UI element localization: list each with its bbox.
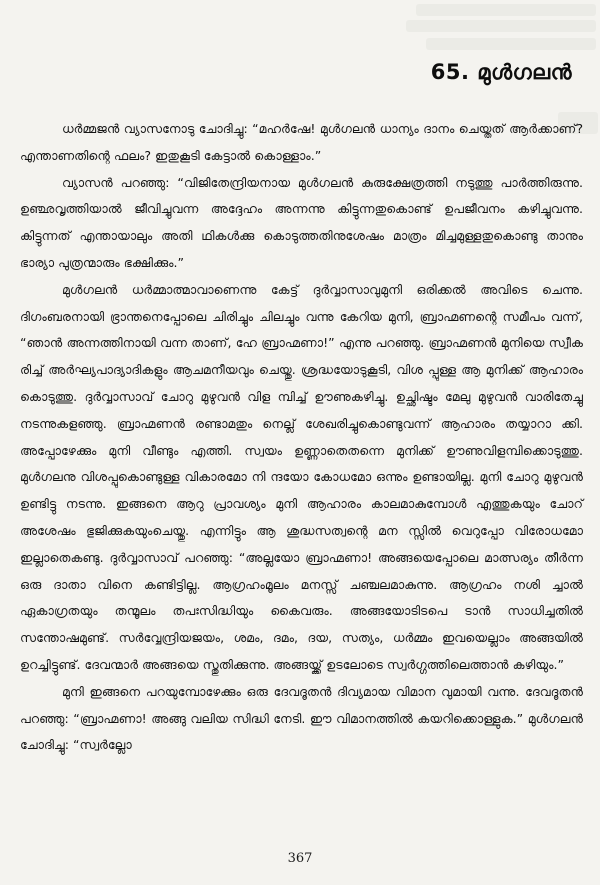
- paragraph-3: മുൾഗലൻ ധർമ്മാത്മാവാണെന്നു കേട്ട് ദുർവ്വാസാവുമുനി ഒരിക്കൽ അവിടെ ചെന്നു. ദിഗംബരനായി ഭ്രാന്തനെപ്പോലെ ചിരിച്ചും ചിലച്ചും വന്നു കേറിയ മുനി, ബ്രാഹ്മണന്റെ സമീപം വന്ന്, “ഞാൻ അന്നത്തിനായി വന്ന താണ്, ഹേ ബ്രാഹ്മണാ!” എന്നു പറഞ്ഞു. ബ്രാഹ്മണൻ മുനിയെ സ്വീക രിച്ച് അർഘ്യപാദ്യാദികളും ആചമനീയവും ചെയ്തു. ശ്രദ്ധയോടുകൂടി, വിശ പ്പുള്ള ആ മുനിക്ക് ആഹാരം കൊടുത്തു. ദുർവ്വാസാവ് ചോറു മുഴുവൻ വിള മ്പിച്ച് ഊണുകഴിച്ചു. ഉച്ഛിഷ്ടം മേലു മുഴുവൻ വാരിതേച്ചു നടന്നുകളഞ്ഞു. ബ്രാഹ്മണൻ രണ്ടാമതും നെല്ല് ശേഖരിച്ചുകൊണ്ടുവന്ന് ആഹാരം തയ്യാറാ ക്കി. അപ്പോഴേക്കും മുനി വീണ്ടും എത്തി. സ്വയം ഉണ്ണാതെതന്നെ മുനിക്ക് ഊണുവിളമ്പിക്കൊടുത്തു. മുൾഗലനു വിശപ്പുകൊണ്ടുള്ള വികാരമോ നി ന്ദയോ കോധമോ ഒന്നും ഉണ്ടായില്ല. മുനി ചോറു മുഴുവൻ ഉണ്ടിട്ടു നടന്നു. ഇങ്ങനെ ആറു പ്രാവശ്യം മുനി ആഹാരം കാലമാകുമ്പോൾ എത്തുകയും ചോറ് അശേഷം ഭുജിക്കുകയുംചെയ്തു. എന്നിട്ടും ആ ശുദ്ധസത്വന്റെ മന സ്സിൽ വെറുപ്പോ വിരോധമോ ഇല്ലാതെകണ്ടു. ദുർവ്വാസാവ് പറഞ്ഞു: “അല്ലയോ ബ്രാഹ്മണാ! അങ്ങയെപ്പോലെ മാത്സര്യം തീർന്ന ഒരു ദാതാ വിനെ കണ്ടിട്ടില്ല. ആഗ്രഹംമൂലം മനസ്സ് ചഞ്ചലമാകുന്നു. ആഗ്രഹം നശി ച്ചാൽ ഏകാഗ്രതയും തന്മൂലം തപഃസിദ്ധിയും കൈവരും. അങ്ങയോടിടപെ ടാൻ സാധിച്ചതിൽ സന്തോഷമുണ്ട്. സർവ്വേന്ദ്രിയജയം, ശമം, ദമം, ദയ, സത്യം, ധർമ്മം ഇവയെല്ലാം അങ്ങയിൽ ഉറച്ചിട്ടുണ്ട്. ദേവന്മാർ അങ്ങയെ സ്തുതിക്കുന്നു. അങ്ങയ്ക്ക് ഉടലോടെ സ്വർഗ്ഗത്തിലെത്താൻ കഴിയും.”: [20, 281, 583, 672]
- chapter-body: [20, 116, 583, 759]
- bleed-through-shadow: [416, 4, 596, 16]
- paragraph-1: ധർമ്മജൻ വ്യാസനോടു ചോദിച്ചു: “മഹർഷേ! മുൾഗലൻ ധാന്യം ദാനം ചെയ്തത് ആർക്കാണ്? എന്താണതിന്റെ ഫലം? ഇതുകൂടി കേട്ടാൽ കൊള്ളാം.”: [20, 121, 583, 163]
- bleed-through-shadow: [426, 38, 596, 50]
- chapter-title: 65. മുൾഗലൻ: [430, 60, 572, 84]
- paragraph-2: വ്യാസൻ പറഞ്ഞു: “വിജിതേന്ദ്രിയനായ മുൾഗലൻ കുരുക്ഷേത്രത്തി നടുത്തു പാർത്തിരുന്നു. ഉഞ്ഛവൃത്തിയാൽ ജീവിച്ചുവന്ന അദ്ദേഹം അന്നന്നു കിട്ടുന്നതുകൊണ്ട് ഉപജീവനം കഴിച്ചുവന്നു. കിട്ടുന്നത് എന്തായാലും അതി ഥികൾക്കു കൊടുത്തതിനുശേഷം മാത്രം മിച്ചമുള്ളതുകൊണ്ടു താനും ഭാര്യാ പുത്രന്മാരും ഭക്ഷിക്കും.”: [20, 174, 583, 270]
- page-number: 367: [287, 851, 313, 866]
- paragraph-4: മുനി ഇങ്ങനെ പറയുമ്പോഴേക്കും ഒരു ദേവദൂതൻ ദിവ്യമായ വിമാന വുമായി വന്നു. ദേവദൂതൻ പറഞ്ഞു: “ബ്രാഹ്മണാ! അങ്ങു വലിയ സിദ്ധി നേടി. ഈ വിമാനത്തിൽ കയറിക്കൊള്ളുക.” മുൾഗലൻ ചോദിച്ചു: “സ്വർല്ലോ: [20, 683, 583, 753]
- bleed-through-shadow: [406, 20, 596, 32]
